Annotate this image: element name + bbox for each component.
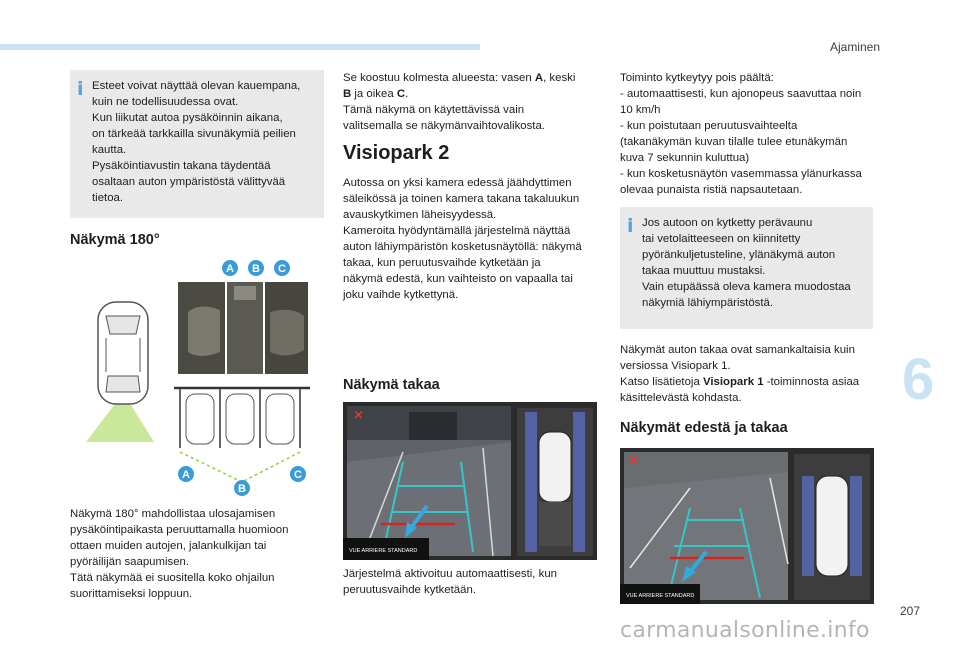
note-line: kautta. (92, 144, 127, 156)
text-line: Järjestelmä aktivoituu automaattisesti, kun (343, 568, 557, 580)
text-line: Kameroita hyödyntämällä järjestelmä näyttää (343, 225, 571, 237)
text-line: - automaattisesti, kun ajonopeus saavuttaa noin (620, 88, 862, 100)
note-line: osaltaan auton ympäristöstä välittyvää (92, 176, 286, 188)
rear-view-heading: Näkymä takaa (343, 377, 440, 393)
text-line: Tämä näkymä on käytettävissä vain (343, 104, 525, 116)
text-line: käsittelevästä kohdasta. (620, 392, 742, 404)
rear-view-caption (343, 566, 605, 598)
visiopark2-heading: Visiopark 2 (343, 142, 450, 164)
text-line: - kun kosketusnäytön vasemmassa ylänurkassa (620, 168, 862, 180)
text-line: kuva 7 sekunnin kuluttua) (620, 152, 750, 164)
rear-view-screen (343, 402, 597, 560)
text-fragment: , keski (543, 72, 576, 84)
note-line: tietoa. (92, 192, 124, 204)
info-icon: i (627, 215, 634, 237)
text-line: 10 km/h (620, 104, 661, 116)
zones-intro (343, 70, 605, 134)
text-line: avauskytkimen läheisyydessä. (343, 209, 497, 221)
camera-180-panel (178, 282, 308, 374)
info-note-2 (620, 207, 873, 329)
text-fragment: -toiminnosta asiaa (763, 376, 860, 388)
svg-text:C: C (278, 263, 286, 275)
car-topview-icon (98, 302, 148, 404)
svg-text:B: B (252, 263, 260, 275)
text-line: säleikössä ja toinen kamera takana takaluukun (343, 193, 580, 205)
header-accent-bar (0, 44, 480, 50)
zone-b-label: B (343, 88, 352, 100)
note-line: pyöränkuljetusteline, ylänäkymä auton (642, 249, 836, 261)
bullet-item (620, 118, 878, 166)
visiopark2-text (343, 175, 605, 303)
text-line: näkymä edestä, kun vaihteisto on vapaalla tai (343, 273, 573, 285)
close-icon (353, 408, 364, 423)
text-fragment: Se koostuu kolmesta alueesta: vasen (343, 72, 535, 84)
section-title: Ajaminen (829, 40, 880, 54)
zone-a-label: A (534, 72, 544, 84)
text-line: - kun poistutaan peruutusvaihteelta (620, 120, 798, 132)
text-line: pysäköintipaikasta peruuttamalla huomioon (70, 524, 289, 536)
svg-text:VUE ARRIERE STANDARD: VUE ARRIERE STANDARD (626, 593, 695, 599)
text-line: Tätä näkymää ei suositella koko ohjailun (70, 572, 275, 584)
parking-lot-icon (174, 388, 310, 482)
text-line: Toiminto kytkeytyy pois päältä: (620, 72, 774, 84)
front-rear-heading: Näkymät edestä ja takaa (620, 420, 788, 436)
note-line: Jos autoon on kytketty perävaunu (642, 217, 813, 229)
svg-text:B: B (238, 483, 246, 495)
visiopark1-link: Visiopark 1 (702, 376, 764, 388)
close-icon (628, 453, 639, 468)
visiopark1-reference (620, 342, 878, 406)
note-line: Kun liikutat autoa pysäköinnin aikana, (92, 112, 283, 124)
text-line: Autossa on yksi kamera edessä jäähdyttimen (343, 177, 572, 189)
text-fragment: . (405, 88, 409, 100)
svg-text:A: A (182, 469, 190, 481)
note-line: Esteet voivat näyttää olevan kauempana, (92, 80, 301, 92)
note-line: takaa muuttuu mustaksi. (642, 265, 766, 277)
svg-text:×: × (628, 453, 639, 468)
view180-diagram (70, 252, 325, 497)
text-fragment: Katso lisätietoja (620, 376, 703, 388)
note-line: kuin ne todellisuudessa ovat. (92, 96, 239, 108)
note-line: näkymiä lähiympäristöstä. (642, 297, 774, 309)
view180-text (70, 506, 330, 602)
text-line: peruutusvaihde kytketään. (343, 584, 476, 596)
text-line: suorittamiseksi loppuun. (70, 588, 193, 600)
front-rear-screen (620, 448, 874, 604)
svg-text:×: × (353, 408, 364, 423)
note-line: tai vetolaitteeseen on kiinnitetty (642, 233, 801, 245)
info-icon: i (77, 78, 84, 100)
rear-zone (86, 400, 154, 442)
note-line: on tärkeää tarkkailla sivunäkymiä peilien (92, 128, 296, 140)
text-fragment: ja oikea (351, 88, 397, 100)
text-line: (takanäkymän kuvan tilalle tulee etunäkymän (620, 136, 848, 148)
note-line: Vain etupäässä oleva kamera muodostaa (642, 281, 851, 293)
svg-text:C: C (294, 469, 302, 481)
view180-heading: Näkymä 180° (70, 232, 160, 248)
bullet-item (620, 166, 878, 198)
text-line: takaa, kun peruutusvaihde kytketään ja (343, 257, 541, 269)
page-number: 207 (899, 604, 920, 618)
deactivation-text (620, 70, 878, 198)
svg-text:A: A (226, 263, 234, 275)
chapter-number: 6 (902, 347, 935, 412)
info-note-1 (70, 70, 324, 218)
text-line: Näkymät auton takaa ovat samankaltaisia kuin (620, 344, 855, 356)
text-line: joku vaihde kytkettynä. (343, 289, 459, 301)
text-line: Näkymä 180° mahdollistaa ulosajamisen (70, 508, 276, 520)
zone-c-label: C (396, 88, 406, 100)
text-line: versiossa Visiopark 1. (620, 360, 731, 372)
text-line: ottaen muiden autojen, jalankulkijan tai (70, 540, 267, 552)
text-line: olevaa punaista ristiä napsautetaan. (620, 184, 803, 196)
note-line: Pysäköintiavustin takana täydentää (92, 160, 271, 172)
svg-text:VUE ARRIERE STANDARD: VUE ARRIERE STANDARD (349, 548, 418, 554)
text-line: pyöräilijän saapumisen. (70, 556, 190, 568)
bullet-item (620, 86, 878, 118)
watermark: carmanualsonline.info (620, 618, 870, 643)
text-line: valitsemalla se näkymänvaihtovalikosta. (343, 120, 545, 132)
text-line: auton lähiympäristön kosketusnäytöllä: näkymä (343, 241, 582, 253)
